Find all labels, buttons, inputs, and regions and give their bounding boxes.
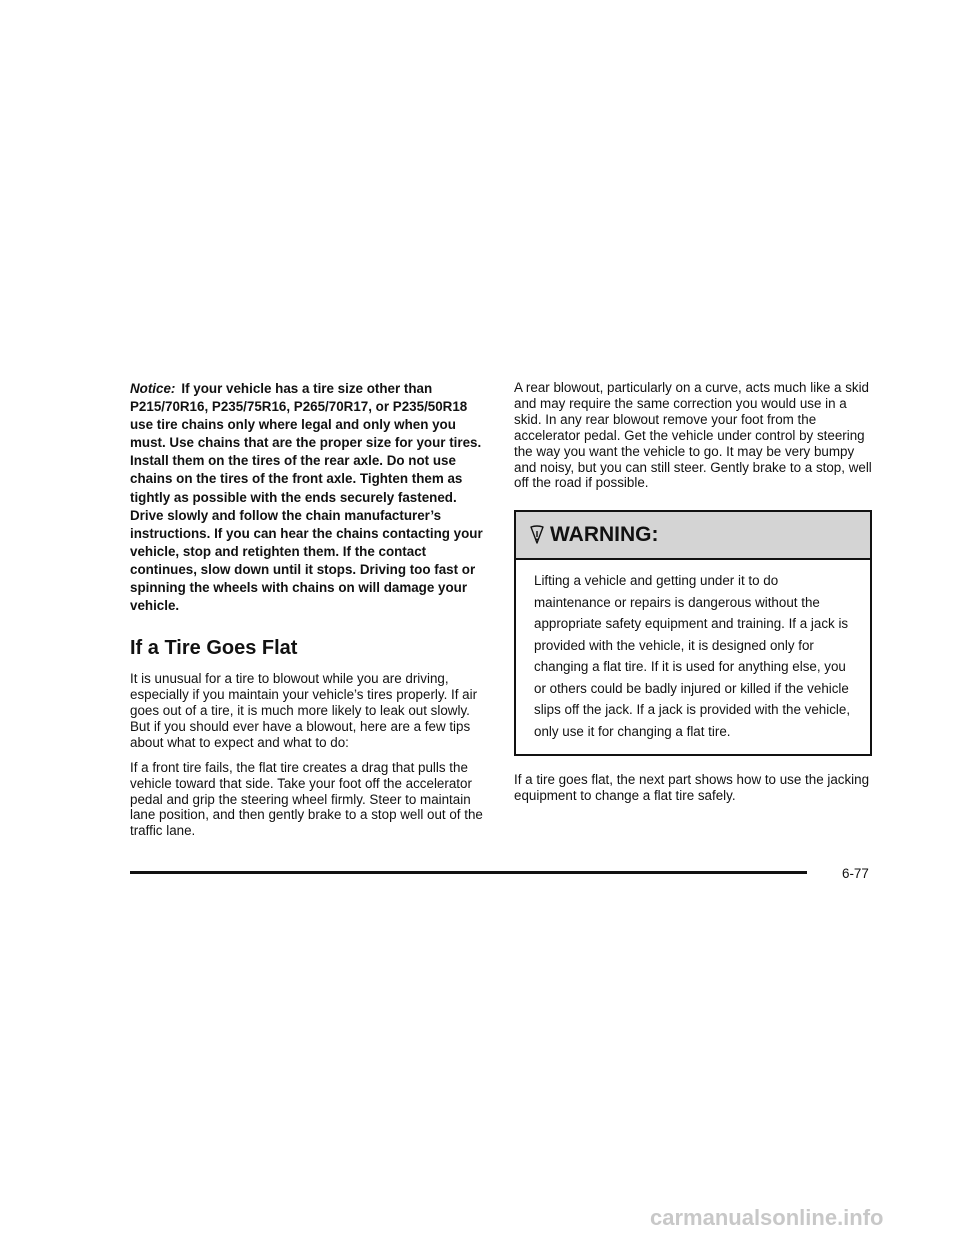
warning-triangle-icon bbox=[528, 525, 546, 545]
warning-title: WARNING: bbox=[550, 523, 659, 547]
warning-text: Lifting a vehicle and getting under it to do maintenance or repairs is dangerous without the appropriate safety equipment and training. If a jack is provided with the vehicle, it is designed only for changing a flat tire. If it is used for anything else, you or others could be badly injured or killed if the vehicle slips off the jack. If a jack is provided with the vehicle, only use it for changing a flat tire. bbox=[534, 573, 851, 739]
notice-label: Notice: bbox=[130, 381, 176, 396]
rear-blowout-paragraph: A rear blowout, particularly on a curve, acts much like a skid and may require the same correction you would use in a skid. In any rear blowout remove your foot from the accelerator pedal. Get the vehicle under control by steering the way you want the vehicle to go. It may be very bumpy and noisy, but you can still steer. Gently brake to a stop, well off the road if possible. bbox=[514, 380, 872, 491]
watermark: carmanualsonline.info bbox=[650, 1205, 884, 1230]
footer-rule bbox=[130, 871, 807, 874]
right-column bbox=[514, 380, 872, 813]
body-paragraph-1: It is unusual for a tire to blowout while you are driving, especially if you maintain your vehicle’s tires properly. If air goes out of a tire, it is much more likely to leak out slowly. But if you should ever have a blowout, here are a few tips about what to expect and what to do: bbox=[130, 671, 478, 750]
left-column bbox=[130, 380, 492, 848]
notice-paragraph bbox=[130, 380, 492, 615]
warning-box bbox=[514, 510, 872, 756]
notice-text: If your vehicle has a tire size other than P215/70R16, P235/75R16, P265/70R17, or P235/50R18 use tire chains only where legal and only when you must. Use chains that are the proper size for your tires. Install them on the tires of the rear axle. Do not use chains on the tires of the front axle. Tighten them as tightly as possible with the ends securely fastened. Drive slowly and follow the chain manufacturer’s instructions. If you can hear the chains contacting your vehicle, stop and retighten them. If the contact continues, slow down until it stops. Driving too fast or spinning the wheels with chains on will damage your vehicle. bbox=[130, 381, 483, 614]
warning-header bbox=[516, 512, 870, 560]
section-heading: If a Tire Goes Flat bbox=[130, 637, 298, 660]
page-number: 6-77 bbox=[842, 866, 869, 881]
flat-tire-paragraph: If a tire goes flat, the next part shows how to use the jacking equipment to change a flat tire safely. bbox=[514, 772, 870, 804]
body-paragraph-2: If a front tire fails, the flat tire creates a drag that pulls the vehicle toward that side. Take your foot off the accelerator pedal and grip the steering wheel firmly. Steer to maintain lane position, and then gently brake to a stop well out of the traffic lane. bbox=[130, 759, 483, 839]
